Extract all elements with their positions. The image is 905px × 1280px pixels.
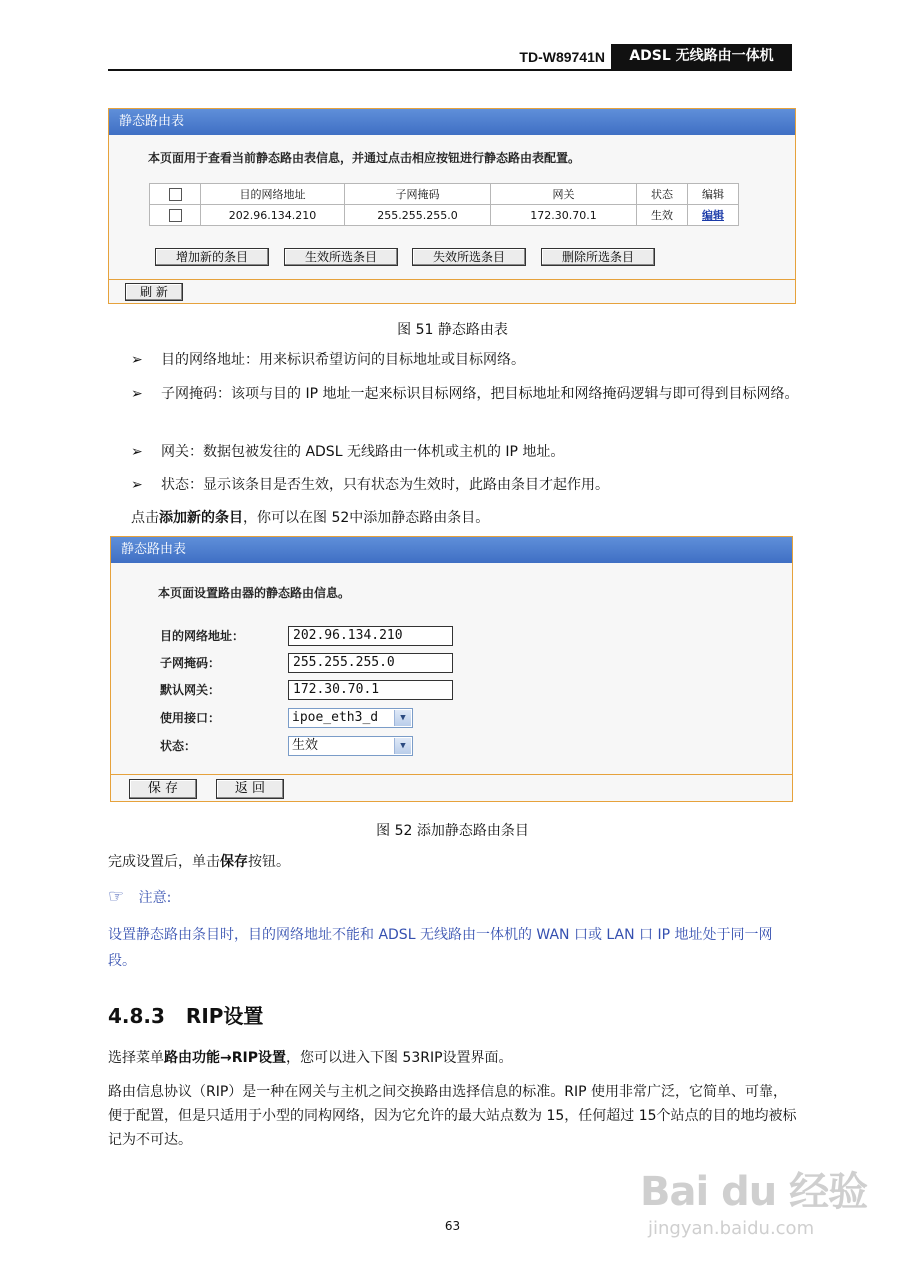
col-status: 状态 — [637, 184, 688, 205]
bullet-status: 状态：显示该条目是否生效，只有状态为生效时，此路由条目才起作用。 — [161, 477, 609, 493]
bold-text: 保存 — [220, 854, 248, 870]
add-entry-paragraph — [131, 506, 821, 530]
baidu-watermark — [640, 1140, 870, 1270]
dest-label: 目的网络地址： — [160, 629, 245, 643]
row-status: 生效 — [637, 205, 688, 226]
save-paragraph — [108, 850, 798, 874]
bold-text: 路由功能→RIP设置 — [164, 1050, 286, 1066]
table-row — [150, 205, 739, 226]
panel-description: 本页面设置路由器的静态路由信息。 — [158, 586, 351, 600]
bullet-marker: ➢ — [131, 352, 143, 368]
select-all-cell[interactable] — [150, 184, 201, 205]
row-dest: 202.96.134.210 — [201, 205, 345, 226]
bullet-marker: ➢ — [131, 386, 143, 402]
text: ，你可以在图 52中添加静态路由条目。 — [243, 510, 490, 526]
add-entry-button[interactable]: 增加新的条目 — [155, 248, 269, 266]
row-select-cell[interactable] — [150, 205, 201, 226]
gateway-input[interactable]: 172.30.70.1 — [288, 680, 453, 700]
note-title: 注意: — [138, 890, 172, 906]
menu-paragraph — [108, 1046, 798, 1070]
rip-paragraph: 路由信息协议（RIP）是一种在网关与主机之间交换路由选择信息的标准。RIP 使用非常广泛，它简单、可靠，便于配置，但是只适用于小型的同构网络，因为它允许的最大站点数为 15，任何超过 15个站点的目的地均被标记为不可达。 — [108, 1084, 797, 1148]
row-edit-link[interactable]: 编辑 — [702, 209, 724, 222]
note-text: 设置静态路由条目时，目的网络地址不能和 ADSL 无线路由一体机的 WAN 口或 LAN 口 IP 地址处于同一网段。 — [108, 927, 773, 969]
back-button[interactable]: 返 回 — [216, 779, 284, 799]
watermark-url: jingyan.baidu.com — [648, 1218, 815, 1239]
text: 点击 — [131, 510, 159, 526]
header-model: TD-W89741N — [519, 49, 605, 65]
col-dest: 目的网络地址 — [201, 184, 345, 205]
text: ，您可以进入下图 53RIP设置界面。 — [285, 1050, 513, 1066]
panel-description: 本页面用于查看当前静态路由表信息，并通过点击相应按钮进行静态路由表配置。 — [148, 151, 581, 165]
header-rule — [108, 69, 792, 71]
add-static-route-panel — [110, 536, 793, 802]
static-route-table-panel — [108, 108, 796, 304]
row-edit-cell — [688, 205, 739, 226]
row-mask: 255.255.255.0 — [345, 205, 491, 226]
mask-label: 子网掩码： — [160, 656, 221, 670]
section-heading — [108, 1000, 263, 1029]
row-gateway: 172.30.70.1 — [491, 205, 637, 226]
panel-title: 静态路由表 — [111, 537, 792, 563]
header-product: ADSL 无线路由一体机 — [611, 44, 792, 69]
status-select-value: 生效 — [292, 738, 319, 753]
delete-selected-button[interactable]: 删除所选条目 — [541, 248, 655, 266]
col-gateway: 网关 — [491, 184, 637, 205]
interface-select-value: ipoe_eth3_d — [292, 710, 379, 725]
table-header-row — [150, 184, 739, 205]
section-title: RIP设置 — [185, 1004, 264, 1028]
text: 选择菜单 — [108, 1050, 164, 1066]
status-label: 状态： — [160, 739, 197, 753]
chevron-down-icon[interactable]: ▼ — [394, 710, 411, 726]
hand-pointer-icon: ☞ — [108, 886, 125, 907]
page-number: 63 — [444, 1219, 461, 1233]
note-heading — [108, 886, 171, 907]
section-number: 4.8.3 — [108, 1004, 165, 1028]
bullet-marker: ➢ — [131, 477, 143, 493]
save-button[interactable]: 保 存 — [129, 779, 197, 799]
dest-input[interactable]: 202.96.134.210 — [288, 626, 453, 646]
text: 完成设置后，单击 — [108, 854, 220, 870]
bullet-marker: ➢ — [131, 444, 143, 460]
figure-52-caption: 图 52 添加静态路由条目 — [376, 823, 529, 839]
status-select[interactable] — [288, 736, 413, 756]
panel-footer-rule — [111, 774, 792, 775]
route-table — [149, 183, 739, 226]
interface-select[interactable] — [288, 708, 413, 728]
enable-selected-button[interactable]: 生效所选条目 — [284, 248, 398, 266]
panel-title: 静态路由表 — [109, 109, 795, 135]
bold-text: 添加新的条目 — [159, 510, 243, 526]
disable-selected-button[interactable]: 失效所选条目 — [412, 248, 526, 266]
text: 按钮。 — [248, 854, 290, 870]
bullet-dest: 目的网络地址：用来标识希望访问的目标地址或目标网络。 — [161, 352, 525, 368]
row-checkbox[interactable] — [169, 209, 182, 222]
bullet-mask: 子网掩码：该项与目的 IP 地址一起来标识目标网络，把目标地址和网络掩码逻辑与即可得到目标网络。 — [161, 386, 799, 402]
col-edit: 编辑 — [688, 184, 739, 205]
watermark-logo: Bai du 经验 — [640, 1169, 868, 1215]
col-mask: 子网掩码 — [345, 184, 491, 205]
gateway-label: 默认网关： — [160, 683, 221, 697]
chevron-down-icon[interactable]: ▼ — [394, 738, 411, 754]
mask-input[interactable]: 255.255.255.0 — [288, 653, 453, 673]
figure-51-caption: 图 51 静态路由表 — [397, 322, 508, 338]
panel-footer-rule — [109, 279, 795, 280]
interface-label: 使用接口： — [160, 711, 221, 725]
select-all-checkbox[interactable] — [169, 188, 182, 201]
refresh-button[interactable]: 刷 新 — [125, 283, 183, 301]
bullet-gateway: 网关：数据包被发往的 ADSL 无线路由一体机或主机的 IP 地址。 — [161, 444, 565, 460]
